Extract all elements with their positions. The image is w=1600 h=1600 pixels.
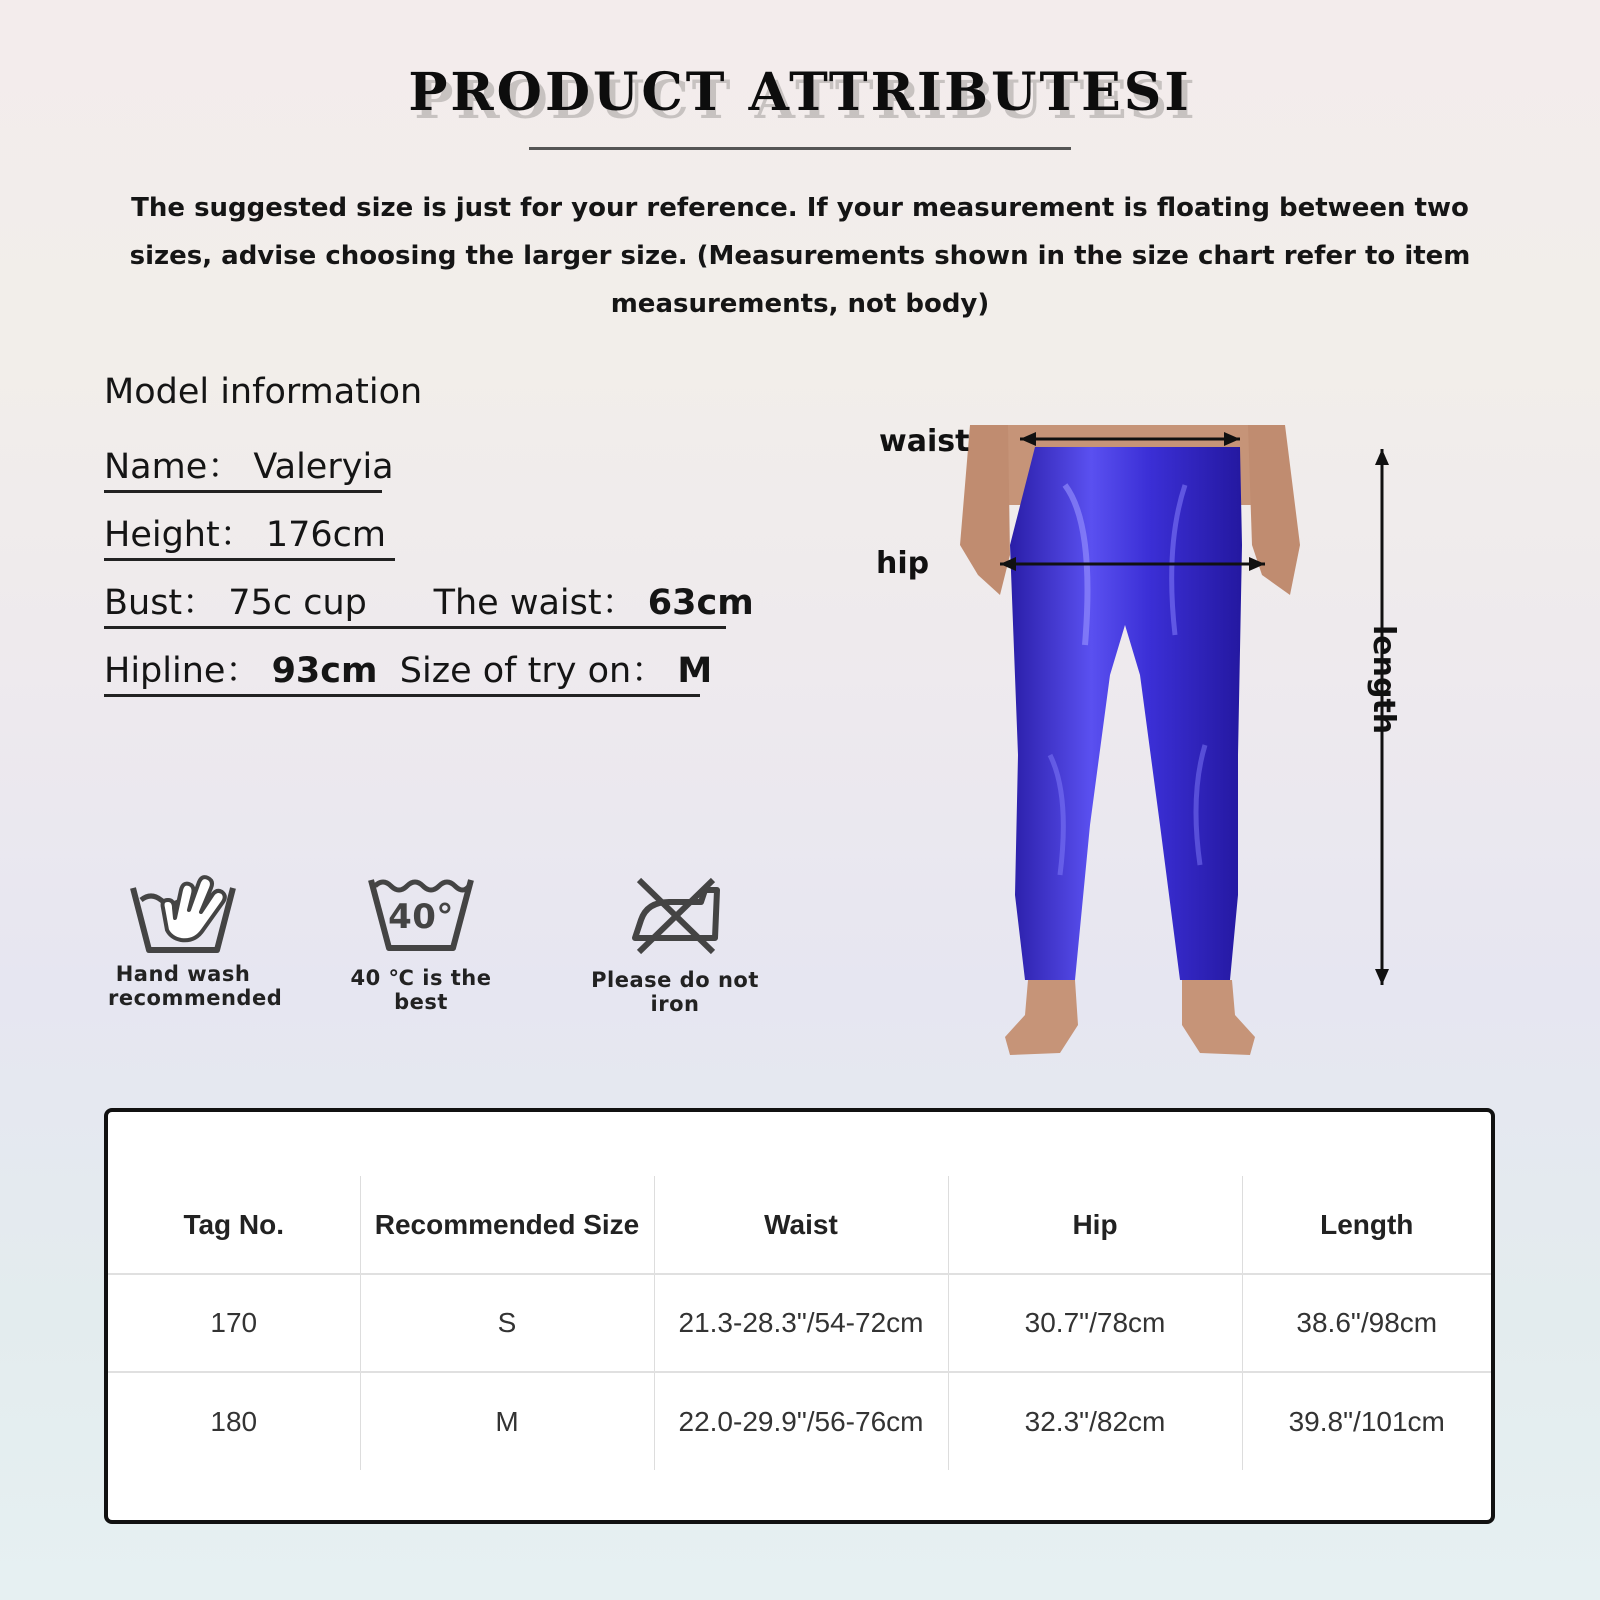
size-table (108, 1176, 1491, 1470)
size-notice: The suggested size is just for your reference. If your measurement is floating between two sizes, advise choosing the larger size. (Measurements shown in the size chart refer to item measurements, not body) (129, 193, 1471, 319)
care-wash-40 (326, 872, 516, 1014)
page-title: PRODUCT ATTRIBUTESI (408, 62, 1192, 123)
cell-length: 39.8"/101cm (1288, 1405, 1445, 1437)
hip-measure-label: hip (876, 546, 930, 581)
model-name-value: Valeryia (253, 447, 394, 487)
title-area (0, 62, 1600, 123)
model-size-label: Size of try on： (399, 651, 667, 691)
waist-measure-label: waist (879, 424, 970, 459)
cell-tag: 180 (108, 1372, 360, 1470)
model-hip-size-line (104, 648, 713, 697)
cell-length: 38.6"/98cm (1242, 1274, 1491, 1372)
col-tag-no: Tag No. (108, 1176, 360, 1274)
size-chart (104, 1108, 1495, 1524)
wash-40-icon (365, 872, 477, 952)
cell-size: S (360, 1274, 654, 1372)
col-length: Length (1242, 1176, 1491, 1274)
table-row (108, 1274, 1491, 1372)
model-bust-waist-line (104, 580, 754, 629)
col-recommended-size: Recommended Size (360, 1176, 654, 1274)
model-name-line (104, 444, 394, 493)
table-row (108, 1372, 1491, 1470)
care-no-iron-label: Please do not iron (591, 968, 759, 1016)
left-foot (1005, 980, 1078, 1055)
table-header-row (108, 1176, 1491, 1274)
model-hip-label: Hipline： (104, 651, 261, 691)
care-hand-wash-label: Hand wash recommended (108, 962, 283, 1010)
model-bust-value: 75c cup (228, 583, 367, 623)
cell-hip: 32.3"/82cm (948, 1372, 1242, 1470)
length-measure-label: length (1366, 625, 1401, 735)
cell-waist: 22.0-29.9"/56-76cm (654, 1372, 948, 1470)
model-name-label: Name： (104, 447, 243, 487)
no-iron-icon (627, 876, 723, 956)
model-waist-label: The waist： (433, 583, 637, 623)
title-divider (529, 147, 1071, 150)
model-waist-value: 63cm (647, 583, 754, 623)
care-wash-40-label: 40 ℃ is the best (350, 966, 492, 1014)
care-hand-wash (98, 860, 283, 1010)
cell-hip: 30.7"/78cm (948, 1274, 1242, 1372)
cell-tag: 170 (108, 1274, 360, 1372)
model-bust-label: Bust： (104, 583, 218, 623)
model-info-heading: Model information (104, 372, 423, 412)
product-pants-figure (860, 425, 1420, 1065)
col-hip: Hip (948, 1176, 1242, 1274)
col-waist: Waist (654, 1176, 948, 1274)
cell-size: M (360, 1372, 654, 1470)
model-height-label: Height： (104, 515, 255, 555)
cell-waist: 21.3-28.3"/54-72cm (654, 1274, 948, 1372)
model-height-line (104, 512, 395, 561)
hand-wash-icon (127, 860, 239, 956)
model-hip-value: 93cm (271, 651, 378, 691)
care-no-iron (570, 876, 780, 1016)
pants (1010, 447, 1242, 980)
model-size-value: M (677, 651, 713, 691)
wash-40-temp: 40° (388, 897, 454, 937)
right-foot (1182, 980, 1255, 1055)
model-height-value: 176cm (265, 515, 386, 555)
right-arm (1248, 425, 1300, 595)
